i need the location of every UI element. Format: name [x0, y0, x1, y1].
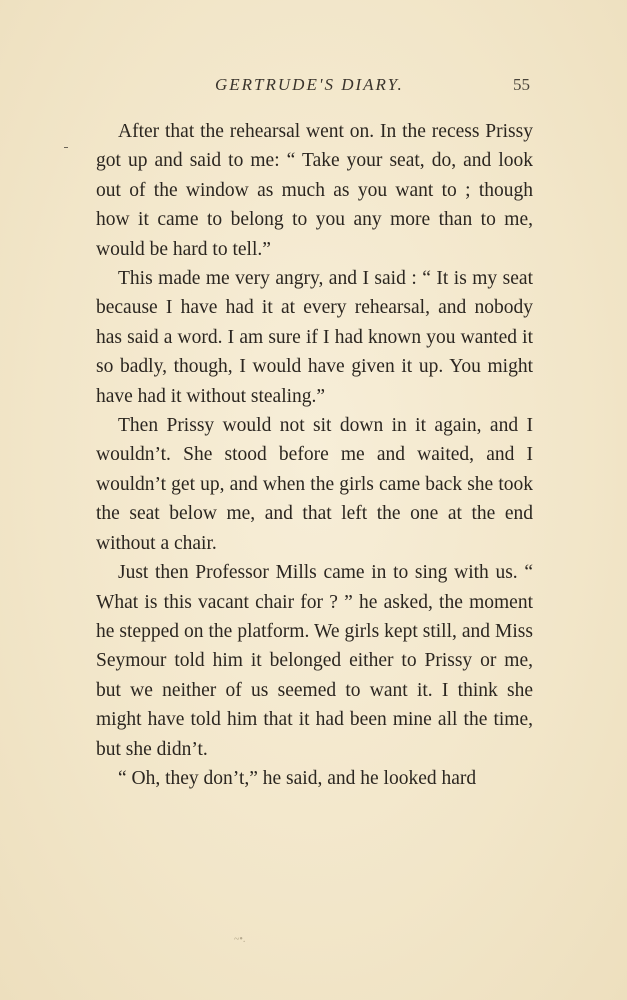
paragraph: Then Prissy would not sit down in it again, and I wouldn’t. She stood before me and waited, and I wouldn’t get up, and when the girls came back she took the seat below me, and that left the one at the end without a chair.: [96, 415, 533, 554]
paragraph: After that the rehearsal went on. In the recess Prissy got up and said to me: “ Take your seat, do, and look out of the window as much as you want to ; though how it came to belong to you any more than to me, would be hard to tell.”: [96, 121, 533, 260]
margin-mark: [64, 147, 68, 148]
paragraph: “ Oh, they don’t,” he said, and he looked hard: [118, 767, 477, 789]
page-number: 55: [513, 75, 530, 94]
paragraph: Just then Professor Mills came in to sing with us. “ What is this vacant chair for ? ” he asked, the moment he stepped on the platform. We girls kept still, and Miss Seymour told him it belonged either to Prissy or me, but we neither of us seemed to want it. I think she might have told him that it had been mine all the time, but she didn’t.: [96, 562, 533, 760]
paragraph: This made me very angry, and I said : “ It is my seat because I have had it at every rehearsal, and nobody has said a word. I am sure if I had known you wanted it so badly, though, I would have given it up. You might have had it without stealing.”: [96, 268, 533, 407]
body-text: [96, 117, 533, 793]
page-smudge: ~•.: [234, 934, 246, 945]
running-head: GERTRUDE'S DIARY.: [215, 75, 404, 94]
